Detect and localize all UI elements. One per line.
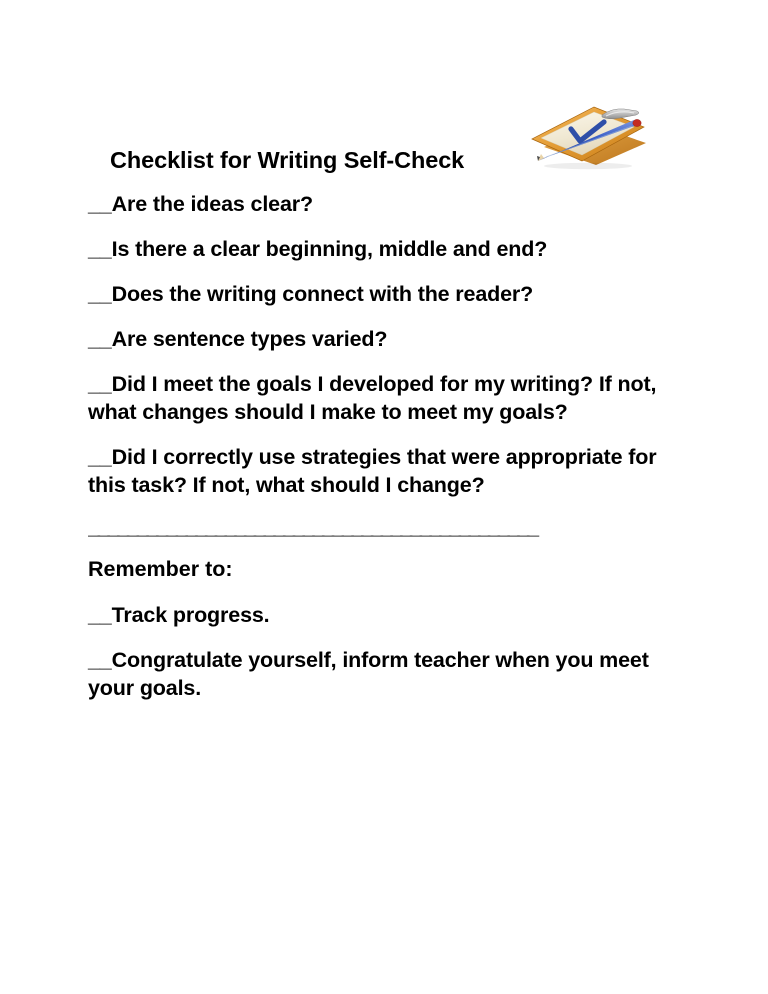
clip-metal xyxy=(602,109,639,119)
remember-item-1: __Track progress. xyxy=(88,603,270,628)
checklist-item-4: __Are sentence types varied? xyxy=(88,327,388,352)
checklist-item-5: __Did I meet the goals I developed for my writing? If not, what changes should I make to meet my goals? xyxy=(88,372,657,425)
document-body xyxy=(88,146,684,720)
checklist-item-1: __Are the ideas clear? xyxy=(88,192,313,217)
remember-heading: Remember to: xyxy=(88,557,233,582)
section-separator: ______________________________________________ xyxy=(88,516,537,539)
checklist-item-3: __Does the writing connect with the reader? xyxy=(88,282,534,307)
checklist-item-6: __Did I correctly use strategies that were appropriate for this task? If not, what should I change? xyxy=(88,445,657,497)
checklist-item-2: __Is there a clear beginning, middle and end? xyxy=(88,237,548,262)
remember-item-2: __Congratulate yourself, inform teacher when you meet your goals. xyxy=(88,648,649,701)
page-title: Checklist for Writing Self-Check xyxy=(110,147,465,173)
